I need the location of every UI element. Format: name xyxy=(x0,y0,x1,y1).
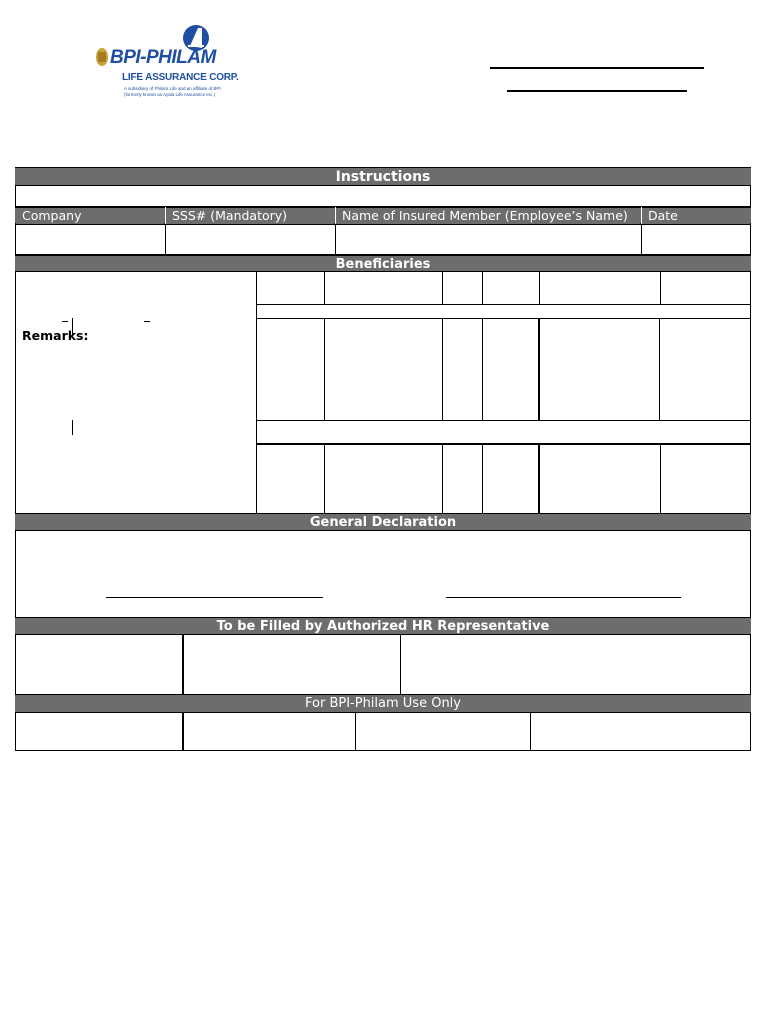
member-signature-line[interactable] xyxy=(106,597,323,598)
company-field[interactable] xyxy=(15,224,166,255)
insured-name-field[interactable] xyxy=(335,224,642,255)
company-logo xyxy=(92,22,262,102)
remarks-label: Remarks: xyxy=(22,328,89,343)
section-hr-representative: To be Filled by Authorized HR Representative xyxy=(15,617,751,635)
section-beneficiaries: Beneficiaries xyxy=(15,255,751,272)
section-general-declaration: General Declaration xyxy=(15,513,751,531)
date-field[interactable] xyxy=(641,224,751,255)
sss-field[interactable] xyxy=(165,224,336,255)
header-company: Company xyxy=(16,208,164,224)
hr-field-1[interactable] xyxy=(15,634,183,695)
header-line-1 xyxy=(490,67,704,69)
logo-tagline-1: A subsidiary of Philam Life and an affiliate of BPI xyxy=(124,86,221,91)
instructions-content xyxy=(15,185,751,207)
logo-tagline-2: (formerly known as Ayala Life Assurance Inc.) xyxy=(124,92,215,97)
logo-corp-name: LIFE ASSURANCE CORP. xyxy=(122,72,239,83)
remarks-panel[interactable] xyxy=(15,271,257,514)
header-insured-name: Name of Insured Member (Employee’s Name) xyxy=(336,208,640,224)
section-bpi-use-only: For BPI-Philam Use Only xyxy=(15,694,751,713)
header-date: Date xyxy=(642,208,750,224)
header-line-2 xyxy=(507,90,687,92)
section-instructions: Instructions xyxy=(15,167,751,186)
header-sss: SSS# (Mandatory) xyxy=(166,208,334,224)
bpi-field-4[interactable] xyxy=(530,712,751,751)
hr-field-3[interactable] xyxy=(400,634,751,695)
bpi-field-3[interactable] xyxy=(355,712,531,751)
bpi-field-1[interactable] xyxy=(15,712,183,751)
logo-brand: BPI-PHILAM xyxy=(110,47,216,68)
beneficiary-grid xyxy=(256,271,751,514)
declaration-content xyxy=(15,530,751,618)
bpi-field-2[interactable] xyxy=(182,712,356,751)
hr-field-2[interactable] xyxy=(182,634,401,695)
date-signature-line[interactable] xyxy=(446,597,681,598)
